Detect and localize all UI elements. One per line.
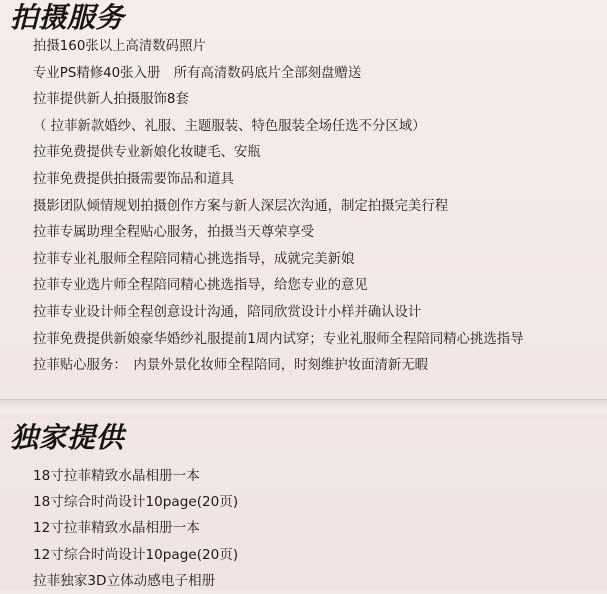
shooting-service-list [33, 34, 524, 380]
list-item: 拉菲贴心服务： 内景外景化妆师全程陪同，时刻维护妆面清新无暇 [33, 358, 429, 374]
list-item: 18寸拉菲精致水晶相册一本 [33, 468, 200, 484]
list-item: 拉菲免费提供新娘豪华婚纱礼服提前1周内试穿；专业礼服师全程陪同精心挑选指导 [33, 331, 524, 347]
list-item: 拉菲专业选片师全程陪同精心挑选指导，给您专业的意见 [33, 278, 368, 294]
list-item: （ 拉菲新款婚纱、礼服、主题服装、特色服装全场任选不分区域） [33, 118, 426, 134]
list-item: 12寸综合时尚设计10page(20页) [33, 546, 239, 563]
list-item: 摄影团队倾情规划拍摄创作方案与新人深层次沟通，制定拍摄完美行程 [33, 198, 449, 214]
exclusive-offer-title: 独家提供 [10, 421, 125, 454]
list-item: 18寸综合时尚设计10page(20页) [33, 494, 239, 511]
list-item: 拉菲免费提供拍摄需要饰品和道具 [33, 171, 234, 187]
list-item: 拍摄160张以上高清数码照片 [33, 39, 206, 54]
list-item: 拉菲提供新人拍摄服饰8套 [33, 92, 189, 108]
list-item: 拉菲独家3D立体动感电子相册 [33, 572, 216, 589]
list-item: 拉菲专属助理全程贴心服务，拍摄当天尊荣享受 [33, 225, 315, 241]
list-item: 拉菲免费提供专业新娘化妆睫毛、安瓶 [33, 145, 261, 161]
list-item: 拉菲专业礼服师全程陪同精心挑选指导，成就完美新娘 [33, 251, 355, 267]
shooting-service-title: 拍摄服务 [10, 1, 125, 34]
list-item: 12寸拉菲精致水晶相册一本 [33, 520, 200, 537]
list-item: 拉菲专业设计师全程创意设计沟通，陪同欣赏设计小样并确认设计 [33, 304, 422, 320]
section-divider [0, 399, 607, 418]
list-item: 专业PS精修40张入册 所有高清数码底片全部刻盘赠送 [33, 65, 362, 81]
exclusive-offer-list [33, 463, 238, 594]
